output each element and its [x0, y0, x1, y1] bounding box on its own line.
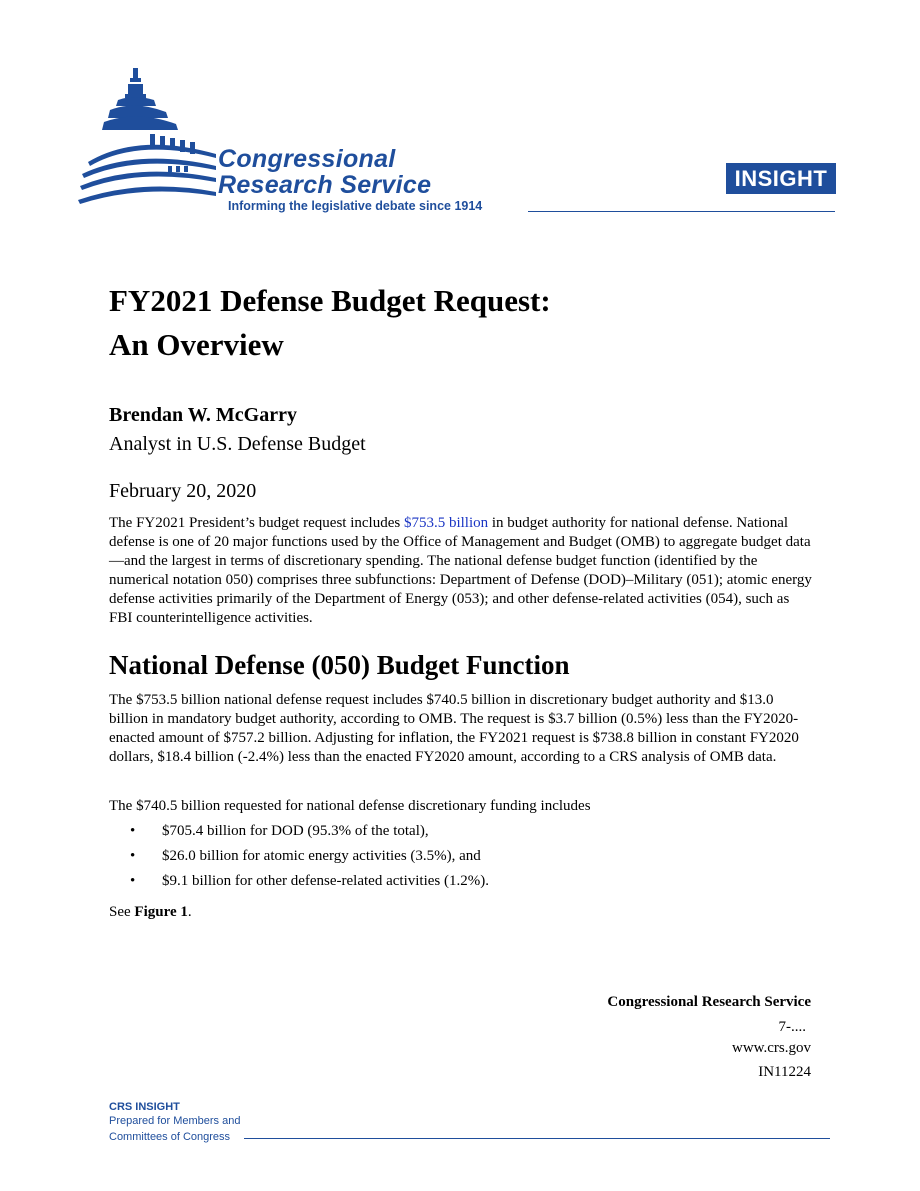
prepared-for-line1: Prepared for Members and	[109, 1115, 241, 1127]
logo-tagline: Informing the legislative debate since 1914	[228, 199, 483, 213]
figure-ref-prefix: See	[109, 904, 135, 920]
list-item-text: $9.1 billion for other defense-related activities (1.2%).	[162, 873, 489, 889]
figure-ref-suffix: .	[187, 904, 192, 920]
author-position: Analyst in U.S. Defense Budget	[109, 433, 366, 455]
list-item	[109, 847, 814, 872]
footer-divider	[244, 1138, 830, 1139]
list-item	[109, 872, 814, 897]
publication-date: February 20, 2020	[109, 480, 257, 502]
list-item-text: $705.4 billion for DOD (95.3% of the total),	[162, 823, 429, 839]
crs-insight-label: CRS INSIGHT	[109, 1101, 180, 1113]
logo-wordmark-line1: Congressional	[218, 145, 396, 173]
prepared-for-line2: Committees of Congress	[109, 1131, 231, 1143]
footer-code: 7-....	[778, 1019, 806, 1035]
funding-list	[109, 822, 814, 897]
insight-badge: INSIGHT	[726, 163, 836, 194]
bullet-icon: •	[130, 873, 136, 889]
footer-report-id: IN11224	[758, 1064, 811, 1080]
section-heading: National Defense (050) Budget Function	[109, 650, 570, 680]
section-paragraph-2: The $740.5 billion requested for national defense discretionary funding includes	[109, 798, 591, 814]
page-title-line1: FY2021 Defense Budget Request:	[109, 283, 551, 318]
logo-divider	[528, 211, 835, 212]
list-item	[109, 822, 814, 847]
intro-text-start: The FY2021 President’s budget request includes	[109, 515, 404, 531]
author-name: Brendan W. McGarry	[109, 404, 297, 426]
figure-reference	[109, 903, 814, 922]
list-item-text: $26.0 billion for atomic energy activities (3.5%), and	[162, 848, 481, 864]
page-title-line2: An Overview	[109, 327, 284, 362]
capitol-dome-icon	[78, 66, 218, 216]
bullet-icon: •	[130, 823, 136, 839]
logo-wordmark-line2: Research Service	[218, 171, 432, 199]
section-paragraph-1: The $753.5 billion national defense request includes $740.5 billion in discretionary budget authority and $13.0 billion in mandatory budget authority, according to OMB. The request is $3.7 billion (0.5%) less than the FY2020-enacted amount of $757.2 billion. Adjusting for inflation, the FY2021 request is $738.8 billion in constant FY2020 dollars, $18.4 billion (-2.4%) less than the enacted FY2020 amount, according to a CRS analysis of OMB data.	[109, 692, 799, 765]
budget-request-link[interactable]: $753.5 billion	[403, 515, 489, 531]
figure-1-link[interactable]: Figure 1	[134, 904, 188, 920]
intro-text-end: in budget authority for national defense. National defense is one of 20 major functions used by the Office of Management and Budget (OMB) to aggregate budget data—and the largest in terms of discretionary spending. The national defense budget function (identified by the numerical notation 050) comprises three subfunctions: Department of Defense (DOD)–Military (051); atomic energy defense activities primarily of the Department of Energy (053); and other defense-related activities (054), such as FBI counterintelligence activities.	[109, 515, 812, 626]
bullet-icon: •	[130, 848, 136, 864]
footer-org-name: Congressional Research Service	[607, 994, 811, 1010]
footer-url[interactable]: www.crs.gov	[731, 1040, 811, 1056]
intro-paragraph	[109, 514, 814, 628]
